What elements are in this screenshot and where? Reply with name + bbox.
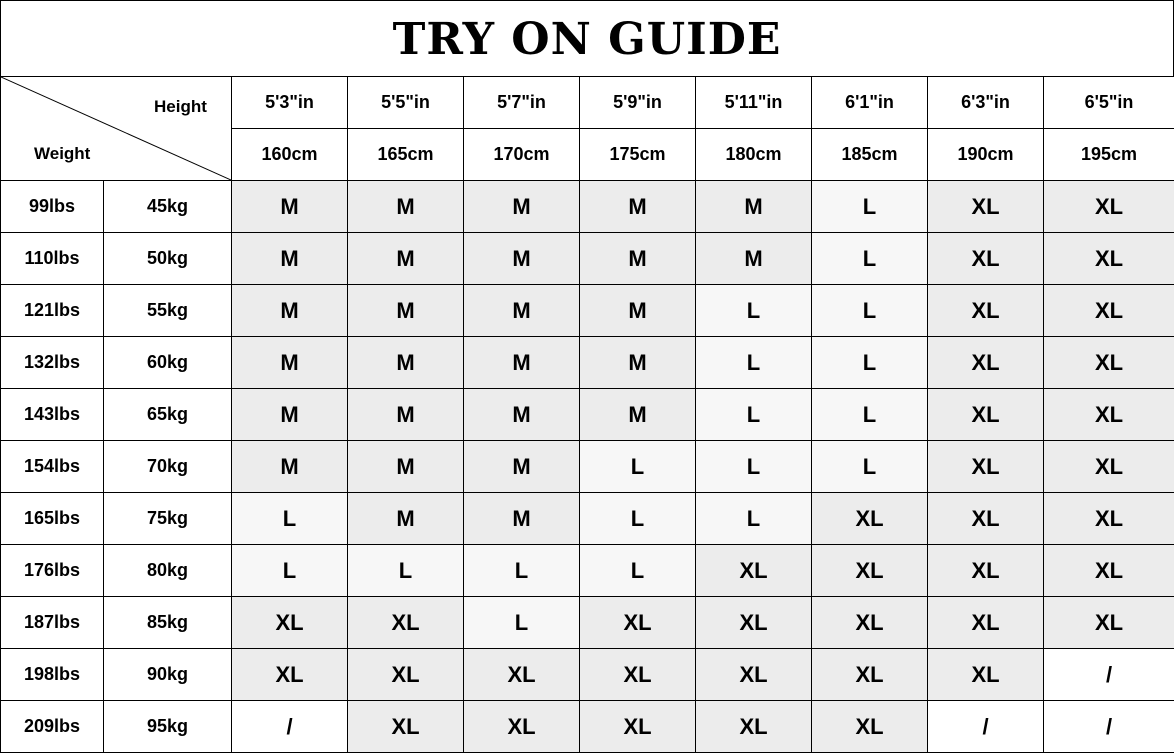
size-cell: XL <box>1044 597 1174 649</box>
size-cell: L <box>812 233 928 285</box>
weight-kg-cell: 45kg <box>104 181 232 233</box>
size-cell: XL <box>928 337 1044 389</box>
size-cell: XL <box>812 649 928 701</box>
size-cell: M <box>580 285 696 337</box>
height-cm-header: 175cm <box>580 129 696 181</box>
table-row <box>1 545 1174 597</box>
height-cm-header: 190cm <box>928 129 1044 181</box>
size-cell: L <box>580 493 696 545</box>
weight-kg-cell: 90kg <box>104 649 232 701</box>
size-cell: XL <box>928 493 1044 545</box>
size-cell: M <box>696 233 812 285</box>
size-cell: L <box>696 493 812 545</box>
height-cm-header: 160cm <box>232 129 348 181</box>
weight-lbs-cell: 154lbs <box>1 441 104 493</box>
size-cell: L <box>696 441 812 493</box>
table-row <box>1 233 1174 285</box>
size-cell: XL <box>812 493 928 545</box>
size-cell: M <box>464 389 580 441</box>
size-cell: M <box>232 337 348 389</box>
height-inches-header: 5'11"in <box>696 77 812 129</box>
size-cell: M <box>348 441 464 493</box>
table-row <box>1 285 1174 337</box>
size-cell: / <box>232 701 348 753</box>
weight-kg-cell: 70kg <box>104 441 232 493</box>
size-cell: XL <box>928 181 1044 233</box>
size-cell: L <box>580 441 696 493</box>
weight-lbs-cell: 209lbs <box>1 701 104 753</box>
weight-lbs-cell: 121lbs <box>1 285 104 337</box>
height-inches-header: 5'3"in <box>232 77 348 129</box>
size-cell: XL <box>928 389 1044 441</box>
weight-lbs-cell: 198lbs <box>1 649 104 701</box>
height-cm-header: 195cm <box>1044 129 1174 181</box>
weight-lbs-cell: 187lbs <box>1 597 104 649</box>
size-cell: M <box>232 233 348 285</box>
size-cell: XL <box>928 285 1044 337</box>
size-cell: M <box>464 493 580 545</box>
weight-kg-cell: 80kg <box>104 545 232 597</box>
size-cell: L <box>812 285 928 337</box>
size-cell: XL <box>1044 441 1174 493</box>
size-cell: XL <box>348 597 464 649</box>
size-cell: XL <box>928 441 1044 493</box>
size-cell: XL <box>348 701 464 753</box>
height-inches-header: 5'5"in <box>348 77 464 129</box>
size-cell: M <box>580 389 696 441</box>
size-cell: M <box>348 493 464 545</box>
height-axis-label: Height <box>154 97 207 116</box>
size-cell: XL <box>580 649 696 701</box>
size-cell: XL <box>232 649 348 701</box>
table-row <box>1 389 1174 441</box>
height-inches-header: 6'5"in <box>1044 77 1174 129</box>
corner-cell <box>1 77 232 181</box>
page-title: TRY ON GUIDE <box>392 13 782 65</box>
weight-lbs-cell: 176lbs <box>1 545 104 597</box>
size-cell: XL <box>928 649 1044 701</box>
height-inches-header: 5'7"in <box>464 77 580 129</box>
size-cell: M <box>232 285 348 337</box>
table-row <box>1 181 1174 233</box>
size-cell: M <box>232 441 348 493</box>
size-cell: L <box>696 337 812 389</box>
size-cell: M <box>348 181 464 233</box>
size-cell: L <box>696 389 812 441</box>
weight-kg-cell: 85kg <box>104 597 232 649</box>
weight-kg-cell: 60kg <box>104 337 232 389</box>
size-cell: M <box>580 233 696 285</box>
table-row <box>1 441 1174 493</box>
size-cell: L <box>812 337 928 389</box>
weight-kg-cell: 75kg <box>104 493 232 545</box>
table-row <box>1 493 1174 545</box>
size-cell: XL <box>696 649 812 701</box>
size-cell: XL <box>464 649 580 701</box>
weight-axis-label: Weight <box>34 144 91 163</box>
size-cell: XL <box>812 545 928 597</box>
table-row <box>1 649 1174 701</box>
size-cell: / <box>928 701 1044 753</box>
size-cell: XL <box>812 597 928 649</box>
size-cell: M <box>232 181 348 233</box>
title-banner <box>0 0 1174 78</box>
size-cell: L <box>696 285 812 337</box>
size-cell: M <box>464 285 580 337</box>
size-cell: M <box>580 337 696 389</box>
size-cell: XL <box>928 545 1044 597</box>
size-cell: M <box>696 181 812 233</box>
size-cell: XL <box>232 597 348 649</box>
height-inches-header: 5'9"in <box>580 77 696 129</box>
size-cell: L <box>580 545 696 597</box>
size-cell: XL <box>1044 389 1174 441</box>
size-cell: XL <box>812 701 928 753</box>
size-cell: M <box>348 337 464 389</box>
size-cell: L <box>812 441 928 493</box>
weight-lbs-cell: 165lbs <box>1 493 104 545</box>
size-cell: XL <box>348 649 464 701</box>
weight-kg-cell: 50kg <box>104 233 232 285</box>
weight-lbs-cell: 132lbs <box>1 337 104 389</box>
size-cell: M <box>348 233 464 285</box>
height-cm-header: 170cm <box>464 129 580 181</box>
size-cell: XL <box>1044 493 1174 545</box>
size-cell: / <box>1044 701 1174 753</box>
size-cell: XL <box>1044 285 1174 337</box>
size-cell: L <box>464 597 580 649</box>
size-cell: XL <box>1044 337 1174 389</box>
weight-lbs-cell: 110lbs <box>1 233 104 285</box>
size-cell: M <box>348 389 464 441</box>
size-cell: M <box>464 441 580 493</box>
height-cm-header: 180cm <box>696 129 812 181</box>
weight-kg-cell: 65kg <box>104 389 232 441</box>
weight-kg-cell: 95kg <box>104 701 232 753</box>
diagonal-divider <box>1 77 231 180</box>
size-cell: L <box>348 545 464 597</box>
size-cell: M <box>348 285 464 337</box>
table-row <box>1 597 1174 649</box>
height-inches-header: 6'3"in <box>928 77 1044 129</box>
table-row <box>1 701 1174 753</box>
weight-kg-cell: 55kg <box>104 285 232 337</box>
size-cell: M <box>464 181 580 233</box>
size-cell: M <box>232 389 348 441</box>
size-cell: M <box>580 181 696 233</box>
header-row-inches <box>1 77 1174 129</box>
size-cell: XL <box>1044 545 1174 597</box>
size-cell: XL <box>464 701 580 753</box>
size-cell: XL <box>928 233 1044 285</box>
size-table <box>0 76 1174 753</box>
height-cm-header: 165cm <box>348 129 464 181</box>
size-cell: XL <box>696 701 812 753</box>
size-cell: L <box>812 181 928 233</box>
size-cell: M <box>464 337 580 389</box>
size-cell: L <box>232 545 348 597</box>
table-row <box>1 337 1174 389</box>
size-cell: XL <box>580 701 696 753</box>
size-cell: XL <box>580 597 696 649</box>
size-cell: L <box>232 493 348 545</box>
size-cell: L <box>812 389 928 441</box>
size-cell: / <box>1044 649 1174 701</box>
size-cell: XL <box>928 597 1044 649</box>
size-cell: XL <box>696 545 812 597</box>
weight-lbs-cell: 99lbs <box>1 181 104 233</box>
size-cell: XL <box>1044 233 1174 285</box>
weight-lbs-cell: 143lbs <box>1 389 104 441</box>
size-cell: L <box>464 545 580 597</box>
height-inches-header: 6'1"in <box>812 77 928 129</box>
size-cell: XL <box>1044 181 1174 233</box>
size-cell: XL <box>696 597 812 649</box>
height-cm-header: 185cm <box>812 129 928 181</box>
size-cell: M <box>464 233 580 285</box>
